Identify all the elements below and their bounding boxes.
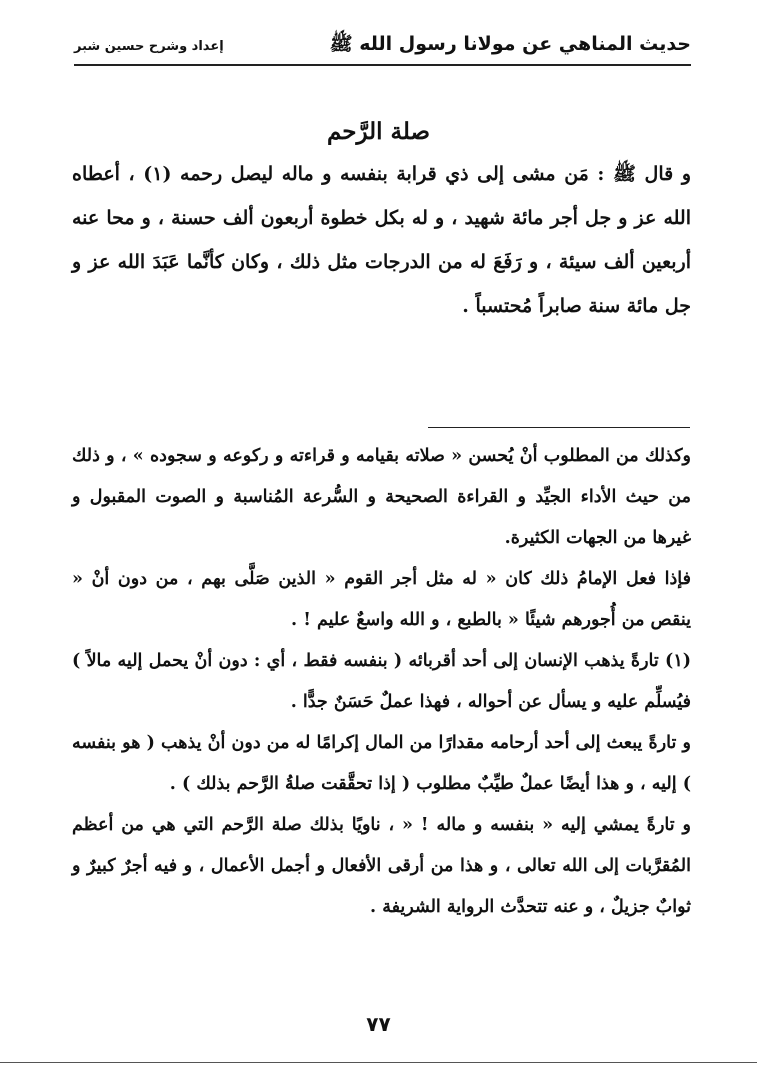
footnote-paragraph: (١) تارةً يذهب الإنسان إلى أحد أقربائه ( بنفسه فقط ، أي : دون أنْ يحمل إليه مالاً ) فيُسلِّم عليه و يسأل عن أحواله ، فهذا عملٌ حَسَنٌ جدًّا .	[72, 651, 691, 712]
section-title: صلة الرَّحم	[326, 118, 431, 145]
footnote-paragraph: فإذا فعل الإمامُ ذلك كان « له مثل أجر القوم « الذين صَلَّى بهم ، من دون أنْ « ينقص من أُجورهم شيئًا « بالطبع ، و الله واسعٌ عليم ! .	[72, 569, 691, 630]
footnote-paragraph: وكذلك من المطلوب أنْ يُحسن « صلاته بقيامه و قراءته و ركوعه و سجوده » ، و ذلك من حيث الأداء الجيِّد و القراءة الصحيحة و السُّرعة المُناسبة و الصوت المقبول و غيرها من الجهات الكثيرة.	[72, 446, 691, 548]
footnote-paragraph: و تارةً يمشي إليه « بنفسه و ماله ! « ، ناويًا بذلك صلة الرَّحم التي هي من أعظم المُقرَّبات إلى الله تعالى ، و هذا من أرقى الأفعال و أجمل الأعمال ، و فيه أجرٌ كبيرٌ و ثوابٌ جزيلٌ ، و عنه تتحدَّث الرواية الشريفة .	[72, 815, 691, 917]
book-title: حديث المناهي عن مولانا رسول الله ﷺ	[329, 33, 691, 55]
footnote-separator	[428, 427, 690, 428]
author-credit: إعداد وشرح حسين شبر	[74, 38, 224, 54]
footnotes	[72, 436, 691, 928]
bottom-rule	[0, 1062, 757, 1063]
footnote-paragraph: و تارةً يبعث إلى أحد أرحامه مقدارًا من المال إكرامًا له من دون أنْ يذهب ( هو بنفسه ) إليه ، و هذا أيضًا عملٌ طيِّبٌ مطلوب ( إذا تحقَّقت صلةُ الرَّحم بذلك ) .	[72, 733, 691, 794]
main-text	[72, 152, 691, 328]
hadith-paragraph: و قال ﷺ : مَن مشى إلى ذي قرابة بنفسه و ماله ليصل رحمه (١) ، أعطاه الله عز و جل أجر مائة شهيد ، و له بكل خطوة أربعون ألف حسنة ، و محا عنه أربعين ألف سيئة ، و رَفَعَ له من الدرجات مثل ذلك ، وكان كأنَّما عَبَدَ الله عز و جل مائة سنة صابراً مُحتسباً .	[72, 163, 691, 317]
page-number: ٧٧	[366, 1012, 391, 1036]
running-header	[74, 28, 691, 66]
